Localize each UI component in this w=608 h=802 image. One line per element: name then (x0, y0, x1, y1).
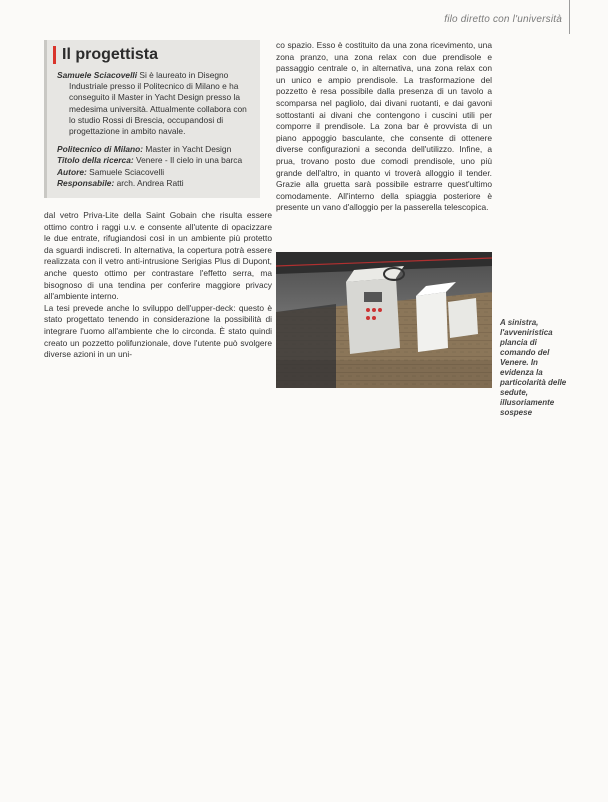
info-box-title: Il progettista (53, 46, 252, 64)
meta-label: Politecnico di Milano: (57, 144, 144, 155)
meta-line-university (57, 144, 252, 155)
helm-station-photo (276, 252, 492, 388)
body-paragraph: La tesi prevede anche lo sviluppo dell'upper-deck: questo è stato progettato tenendo in considerazione la possibilità di integrare l'uomo all'ambiente che lo circonda. È stato quindi creato un pozzetto polifunzionale, dove l'utente può svolgere diverse azioni in un uni- (44, 302, 272, 360)
meta-line-author (57, 167, 252, 178)
designer-info-box (44, 40, 260, 198)
meta-value: Venere - Il cielo in una barca (133, 155, 243, 166)
background-decoration (500, 40, 600, 120)
header-divider (569, 0, 570, 34)
meta-value: Samuele Sciacovelli (86, 166, 165, 177)
meta-value: arch. Andrea Ratti (114, 177, 184, 188)
designer-bio (57, 70, 252, 137)
designer-name: Samuele Sciacovelli (57, 70, 138, 80)
meta-label: Responsabile: (57, 177, 115, 188)
body-paragraph: dal vetro Priva-Lite della Saint Gobain che risulta essere ottimo contro i raggi u.v. e consente all'utente di opacizzare le due entrate, rifugiandosi così in un ambiente più protetto da sguardi indiscreti. In alternativa, la copertura potrà essere realizzata con il vetro anti-intrusione Serigias Plus di Dupont, anche questo ottimo per contrastare l'effetto serra, ma bisognoso di una tendina per conferire maggiore privacy all'ambiente interno. (44, 210, 272, 302)
helm-render-illustration (276, 252, 492, 388)
meta-line-title (57, 155, 252, 166)
meta-value: Master in Yacht Design (143, 144, 232, 155)
photo-caption: A sinistra, l'avveniristica plancia di comando del Venere. In evidenza la particolarità delle sedute, illusoriamente sospese (500, 318, 567, 417)
left-column-text (44, 210, 272, 361)
meta-label: Titolo della ricerca: (57, 155, 134, 166)
body-paragraph: co spazio. Esso è costituito da una zona ricevimento, una zona pranzo, una zona relax con due prendisole e passaggio centrale o, in alternativa, una zona relax con un unico e ampio prendisole. La trasformazione del pozzetto è resa possibile dalla presenza di un tavolo a scomparsa nel pagliolo, dai divani ruotanti, e dai gavoni sottostanti ai divani che contengono i cuscini utili per comporre il prendisole. La zona bar è provvista di un piano appoggio basculante, che consente di ottenere diverse configurazioni a seconda dell'utilizzo. Infine, a prua, trovano posto due comodi prendisole, uno più grande dell'altro, in quanto vi troverà alloggio il tender. Grazie alla gruetta sarà possibile estrarre quest'ultimo comodamente. All'interno della spiaggia posteriore è presente un vano d'alloggio per la passerella telescopica. (276, 40, 492, 213)
meta-line-supervisor (57, 178, 252, 189)
meta-label: Autore: (57, 166, 87, 177)
bio-text: Si è laureato in Disegno Industriale presso il Politecnico di Milano e ha conseguito il Master in Yacht Design presso la medesima università. Attualmente collabora con lo studio Rossi di Brescia, occupandosi di progettazione in ambito navale. (69, 70, 247, 137)
right-column-text (276, 40, 492, 214)
section-header: filo diretto con l'università (444, 14, 562, 25)
